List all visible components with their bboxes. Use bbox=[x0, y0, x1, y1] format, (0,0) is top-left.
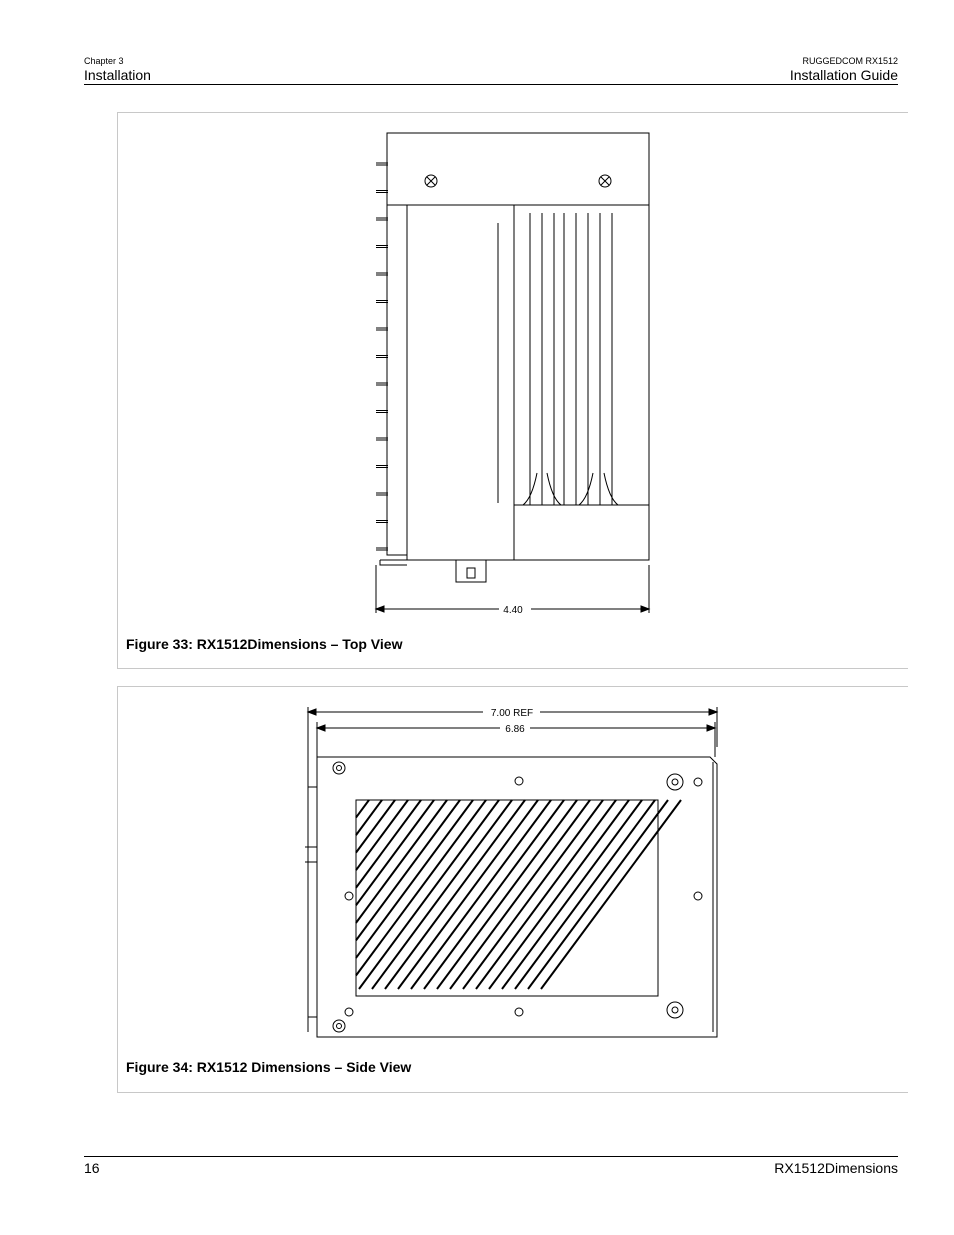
vent-slot bbox=[489, 800, 629, 989]
fin-tick bbox=[376, 548, 388, 550]
top-cover bbox=[387, 133, 649, 205]
fin-tick bbox=[376, 521, 388, 523]
mounting-hole-icon bbox=[667, 774, 683, 790]
fin-tick bbox=[376, 383, 388, 385]
vent-slot bbox=[528, 800, 668, 989]
mounting-hole-icon bbox=[345, 892, 353, 900]
vent-slot bbox=[372, 800, 512, 989]
vent-slot bbox=[385, 800, 525, 989]
dimension-7-00-label: 7.00 REF bbox=[490, 708, 534, 719]
fin-tick bbox=[376, 273, 388, 275]
figure-34-box bbox=[117, 686, 908, 1093]
vent-slot bbox=[398, 800, 538, 989]
fin-tick bbox=[376, 218, 388, 220]
page-header-left bbox=[84, 56, 151, 84]
page-number: 16 bbox=[84, 1160, 100, 1176]
vent-slot bbox=[356, 800, 369, 818]
screw-icon bbox=[599, 175, 611, 187]
ground-connector bbox=[456, 560, 486, 582]
fin-tick bbox=[376, 466, 388, 468]
section-label: Installation bbox=[84, 67, 151, 83]
side-view-drawing bbox=[298, 702, 728, 1042]
chapter-label: Chapter 3 bbox=[84, 56, 124, 66]
mounting-hole-icon bbox=[694, 778, 702, 786]
vent-area bbox=[356, 800, 681, 996]
mounting-hole-icon bbox=[694, 892, 702, 900]
vent-slot bbox=[515, 800, 655, 989]
vent-slot bbox=[450, 800, 590, 989]
footer-section-title: RX1512Dimensions bbox=[774, 1160, 898, 1176]
vent-slot bbox=[356, 800, 382, 835]
top-view-drawing bbox=[368, 128, 668, 628]
vent-slot bbox=[411, 800, 551, 989]
dimension-4-40-label: 4.40 bbox=[503, 605, 523, 616]
fin-tick bbox=[376, 163, 388, 165]
footer-rule bbox=[84, 1156, 898, 1157]
vent-slot bbox=[356, 800, 434, 905]
fin-tick bbox=[376, 411, 388, 413]
vent-slot bbox=[437, 800, 577, 989]
vent-slot bbox=[463, 800, 603, 989]
module-slots bbox=[514, 205, 649, 505]
vent-slot bbox=[424, 800, 564, 989]
product-label: RUGGEDCOM RX1512 bbox=[802, 56, 898, 66]
page-header-right bbox=[790, 56, 898, 84]
figure-34-caption: Figure 34: RX1512 Dimensions – Side View bbox=[126, 1059, 412, 1075]
vent-slot bbox=[502, 800, 642, 989]
vent-slot bbox=[476, 800, 616, 989]
dimension-6-86-label: 6.86 bbox=[505, 724, 525, 735]
fin-tick bbox=[376, 246, 388, 248]
screw-icon bbox=[425, 175, 437, 187]
vent-slot bbox=[356, 800, 473, 958]
mounting-hole-icon bbox=[515, 1008, 523, 1016]
fin-tick bbox=[376, 328, 388, 330]
vent-slot bbox=[356, 800, 421, 888]
mounting-hole-icon bbox=[667, 1002, 683, 1018]
base-block bbox=[514, 505, 649, 560]
fin-tick bbox=[376, 301, 388, 303]
mounting-hole-icon bbox=[333, 1020, 345, 1032]
fin-tick bbox=[376, 356, 388, 358]
mounting-hole-icon bbox=[515, 777, 523, 785]
doc-title: Installation Guide bbox=[789, 67, 898, 83]
header-rule bbox=[84, 84, 898, 85]
fin-tick bbox=[376, 191, 388, 193]
chassis-body bbox=[407, 205, 649, 560]
fin-ticks bbox=[376, 163, 388, 550]
figure-33-caption: Figure 33: RX1512Dimensions – Top View bbox=[126, 636, 403, 652]
figure-33-box bbox=[117, 112, 908, 669]
mounting-hole-icon bbox=[345, 1008, 353, 1016]
mounting-hole-icon bbox=[333, 762, 345, 774]
vent-slot bbox=[356, 800, 460, 940]
vent-slot bbox=[356, 800, 447, 923]
heatsink-fins bbox=[387, 205, 407, 555]
vent-slot bbox=[541, 800, 681, 989]
fin-tick bbox=[376, 493, 388, 495]
vent-slot bbox=[359, 800, 499, 989]
vent-slot bbox=[356, 800, 408, 870]
fin-tick bbox=[376, 438, 388, 440]
